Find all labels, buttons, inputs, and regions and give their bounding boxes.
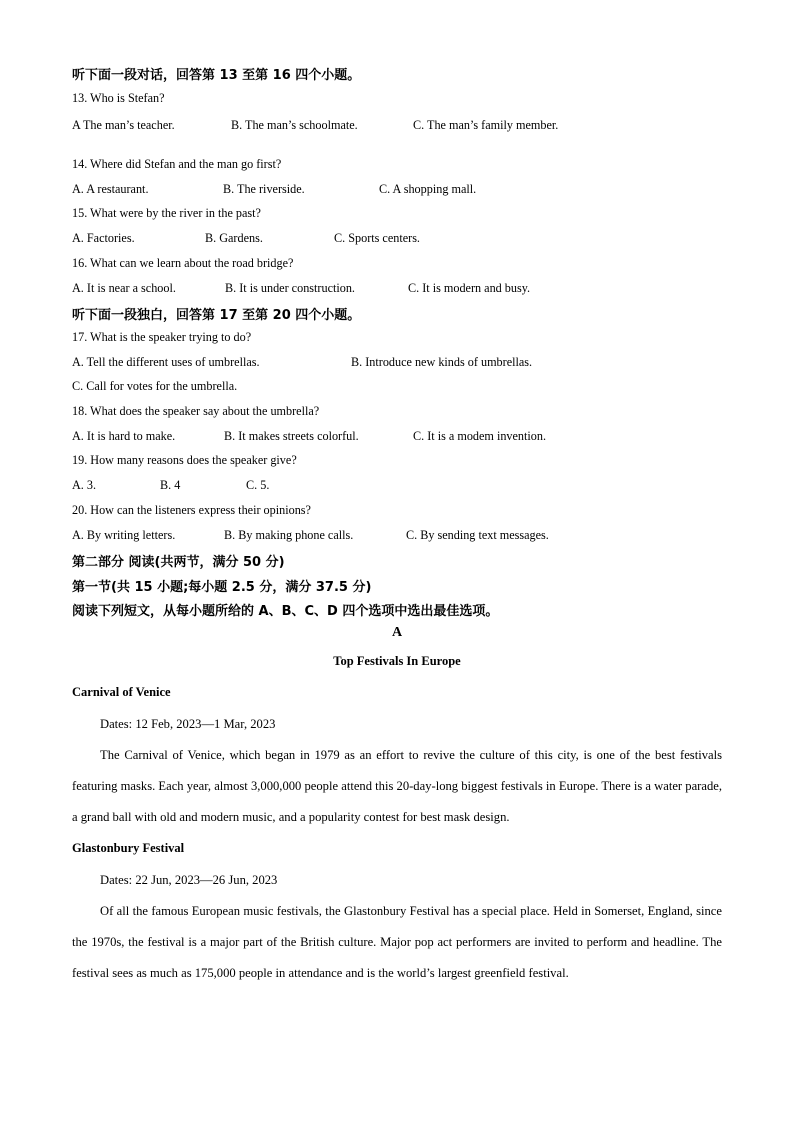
q20-option-a: A. By writing letters. [72, 528, 176, 542]
q16-option-c: C. It is modern and busy. [408, 281, 531, 295]
venice-heading: Carnival of Venice [72, 685, 171, 699]
q19-option-a: A. 3. [72, 478, 97, 492]
q15-option-a: A. Factories. [72, 231, 135, 245]
question-18: 18. What does the speaker say about the umbrella? [72, 404, 320, 418]
q14-option-a: A. A restaurant. [72, 182, 149, 196]
q18-option-b: B. It makes streets colorful. [224, 429, 359, 443]
part2-section1: 第一节(共 15 小题;每小题 2.5 分，满分 37.5 分) [72, 580, 372, 595]
q17-option-b: B. Introduce new kinds of umbrellas. [351, 355, 533, 369]
question-17: 17. What is the speaker trying to do? [72, 330, 252, 344]
section-heading-17-20: 听下面一段独白，回答第 17 至第 20 四个小题。 [72, 308, 361, 323]
q18-option-c: C. It is a modem invention. [413, 429, 547, 443]
question-16: 16. What can we learn about the road bridge? [72, 256, 294, 270]
glastonbury-paragraph: Of all the famous European music festivals, the Glastonbury Festival has a special place. Held in Somerset, England, since the 1970s, the festival is a major part of the British culture. Major pop act performers are invited to perform and headline. The festival sees as much as 175,000 people in attendance and is the world’s largest greenfield festival. [72, 904, 722, 980]
question-15: 15. What were by the river in the past? [72, 206, 261, 220]
question-14: 14. Where did Stefan and the man go first? [72, 157, 282, 171]
question-20: 20. How can the listeners express their opinions? [72, 503, 311, 517]
part2-title: 第二部分 阅读(共两节，满分 50 分) [72, 555, 285, 570]
passage-letter: A [391, 625, 403, 640]
question-19: 19. How many reasons does the speaker give? [72, 453, 297, 467]
q20-option-c: C. By sending text messages. [406, 528, 549, 542]
question-13: 13. Who is Stefan? [72, 91, 165, 105]
q15-option-b: B. Gardens. [205, 231, 263, 245]
q15-option-c: C. Sports centers. [334, 231, 420, 245]
q17-option-a: A. Tell the different uses of umbrellas. [72, 355, 260, 369]
q17-option-c: C. Call for votes for the umbrella. [72, 379, 238, 393]
glastonbury-dates: Dates: 22 Jun, 2023—26 Jun, 2023 [100, 873, 278, 887]
venice-dates: Dates: 12 Feb, 2023—1 Mar, 2023 [100, 717, 276, 731]
q13-option-a: A The man’s teacher. [72, 118, 175, 132]
q20-option-b: B. By making phone calls. [224, 528, 354, 542]
q13-option-c: C. The man’s family member. [413, 118, 559, 132]
part2-instructions: 阅读下列短文，从每小题所给的 A、B、C、D 四个选项中选出最佳选项。 [72, 604, 499, 619]
passage-title: Top Festivals In Europe [333, 654, 461, 668]
q13-option-b: B. The man’s schoolmate. [231, 118, 358, 132]
q19-option-b: B. 4 [160, 478, 181, 492]
q16-option-a: A. It is near a school. [72, 281, 176, 295]
q14-option-c: C. A shopping mall. [379, 182, 477, 196]
q18-option-a: A. It is hard to make. [72, 429, 176, 443]
q19-option-c: C. 5. [246, 478, 270, 492]
q16-option-b: B. It is under construction. [225, 281, 355, 295]
venice-paragraph: The Carnival of Venice, which began in 1979 as an effort to revive the culture of this city, is one of the best festivals featuring masks. Each year, almost 3,000,000 people attend this 20-day-long biggest festivals in Europe. There is a water parade, a grand ball with old and modern music, and a popularity contest for best mask design. [72, 748, 722, 824]
q14-option-b: B. The riverside. [223, 182, 305, 196]
glastonbury-heading: Glastonbury Festival [72, 841, 185, 855]
section-heading-13-16: 听下面一段对话，回答第 13 至第 16 四个小题。 [72, 68, 361, 83]
